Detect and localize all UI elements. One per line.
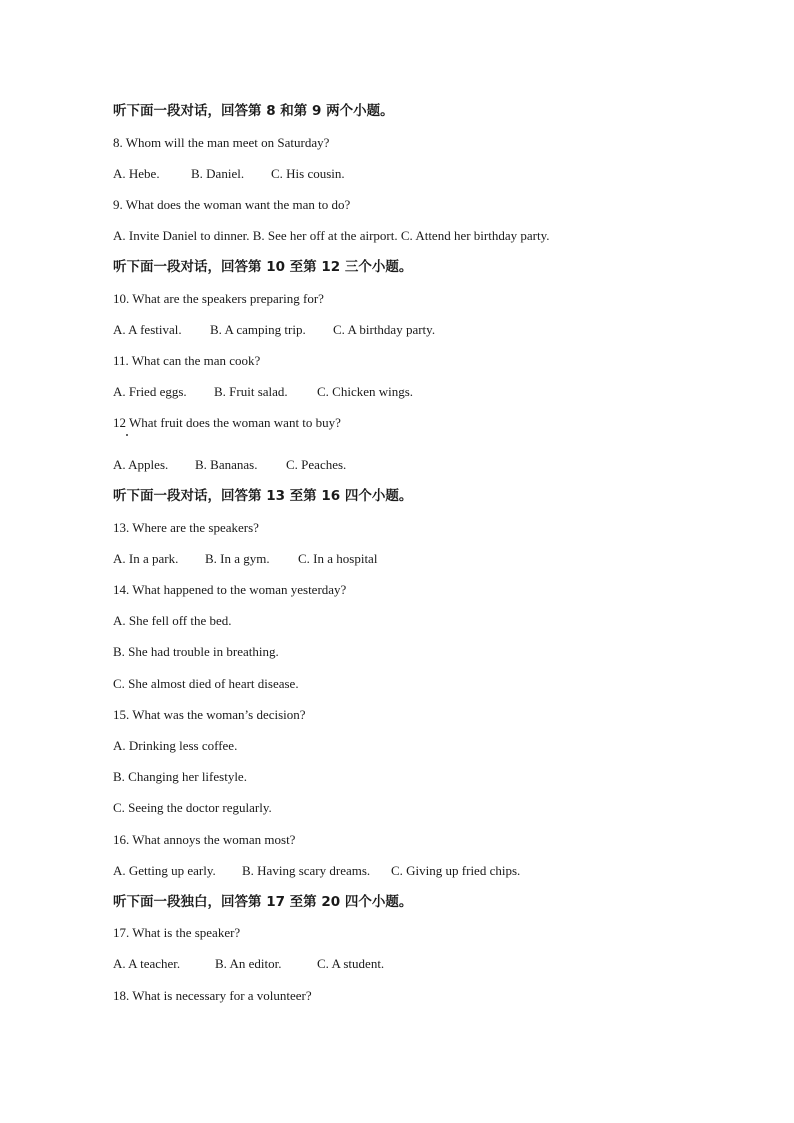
option-17b: B. An editor. — [215, 956, 282, 971]
question-18: 18. What is necessary for a volunteer? — [113, 988, 312, 1003]
question-12: 12 What fruit does the woman want to buy? — [113, 415, 341, 430]
option-11a: A. Fried eggs. — [113, 384, 187, 399]
option-10c: C. A birthday party. — [333, 322, 436, 337]
option-15c: C. Seeing the doctor regularly. — [113, 800, 272, 815]
option-9b: B. See her off at the airport. — [252, 228, 398, 243]
section-heading-2: 听下面一段对话，回答第 10 至第 12 三个小题。 — [113, 259, 413, 275]
option-14b: B. She had trouble in breathing. — [113, 644, 279, 659]
option-12c: C. Peaches. — [286, 457, 347, 472]
option-9c: C. Attend her birthday party. — [400, 228, 550, 243]
option-11c: C. Chicken wings. — [317, 384, 414, 399]
stray-dot — [126, 434, 128, 436]
question-16: 16. What annoys the woman most? — [113, 832, 296, 847]
options-9 — [113, 228, 549, 244]
options-12 — [113, 457, 346, 473]
option-16a: A. Getting up early. — [113, 863, 216, 878]
option-12a: A. Apples. — [113, 457, 169, 472]
question-10: 10. What are the speakers preparing for? — [113, 291, 324, 306]
options-16 — [113, 863, 520, 879]
question-15: 15. What was the woman’s decision? — [113, 707, 306, 722]
option-8c: C. His cousin. — [271, 166, 345, 181]
question-13: 13. Where are the speakers? — [113, 520, 259, 535]
option-10a: A. A festival. — [113, 322, 182, 337]
section-heading-4: 听下面一段独白，回答第 17 至第 20 四个小题。 — [113, 894, 413, 910]
question-11: 11. What can the man cook? — [113, 353, 261, 368]
option-16c: C. Giving up fried chips. — [391, 863, 521, 878]
option-8a: A. Hebe. — [113, 166, 160, 181]
option-15b: B. Changing her lifestyle. — [113, 769, 247, 784]
section-heading-3: 听下面一段对话，回答第 13 至第 16 四个小题。 — [113, 488, 413, 504]
section-heading-1: 听下面一段对话，回答第 8 和第 9 两个小题。 — [113, 103, 394, 119]
option-9a: A. Invite Daniel to dinner. — [113, 228, 250, 243]
option-13a: A. In a park. — [113, 551, 179, 566]
option-16b: B. Having scary dreams. — [242, 863, 371, 878]
option-11b: B. Fruit salad. — [214, 384, 288, 399]
options-8 — [113, 166, 345, 182]
question-8: 8. Whom will the man meet on Saturday? — [113, 135, 330, 150]
question-9: 9. What does the woman want the man to do? — [113, 197, 351, 212]
option-14c: C. She almost died of heart disease. — [113, 676, 299, 691]
option-13b: B. In a gym. — [205, 551, 270, 566]
options-17 — [113, 956, 384, 972]
option-15a: A. Drinking less coffee. — [113, 738, 238, 753]
question-17: 17. What is the speaker? — [113, 925, 241, 940]
options-13 — [113, 551, 377, 567]
option-14a: A. She fell off the bed. — [113, 613, 232, 628]
option-10b: B. A camping trip. — [210, 322, 306, 337]
option-12b: B. Bananas. — [195, 457, 258, 472]
option-17c: C. A student. — [317, 956, 385, 971]
option-13c: C. In a hospital — [298, 551, 378, 566]
option-17a: A. A teacher. — [113, 956, 181, 971]
question-14: 14. What happened to the woman yesterday? — [113, 582, 347, 597]
option-8b: B. Daniel. — [191, 166, 245, 181]
options-11 — [113, 384, 413, 400]
options-10 — [113, 322, 435, 338]
